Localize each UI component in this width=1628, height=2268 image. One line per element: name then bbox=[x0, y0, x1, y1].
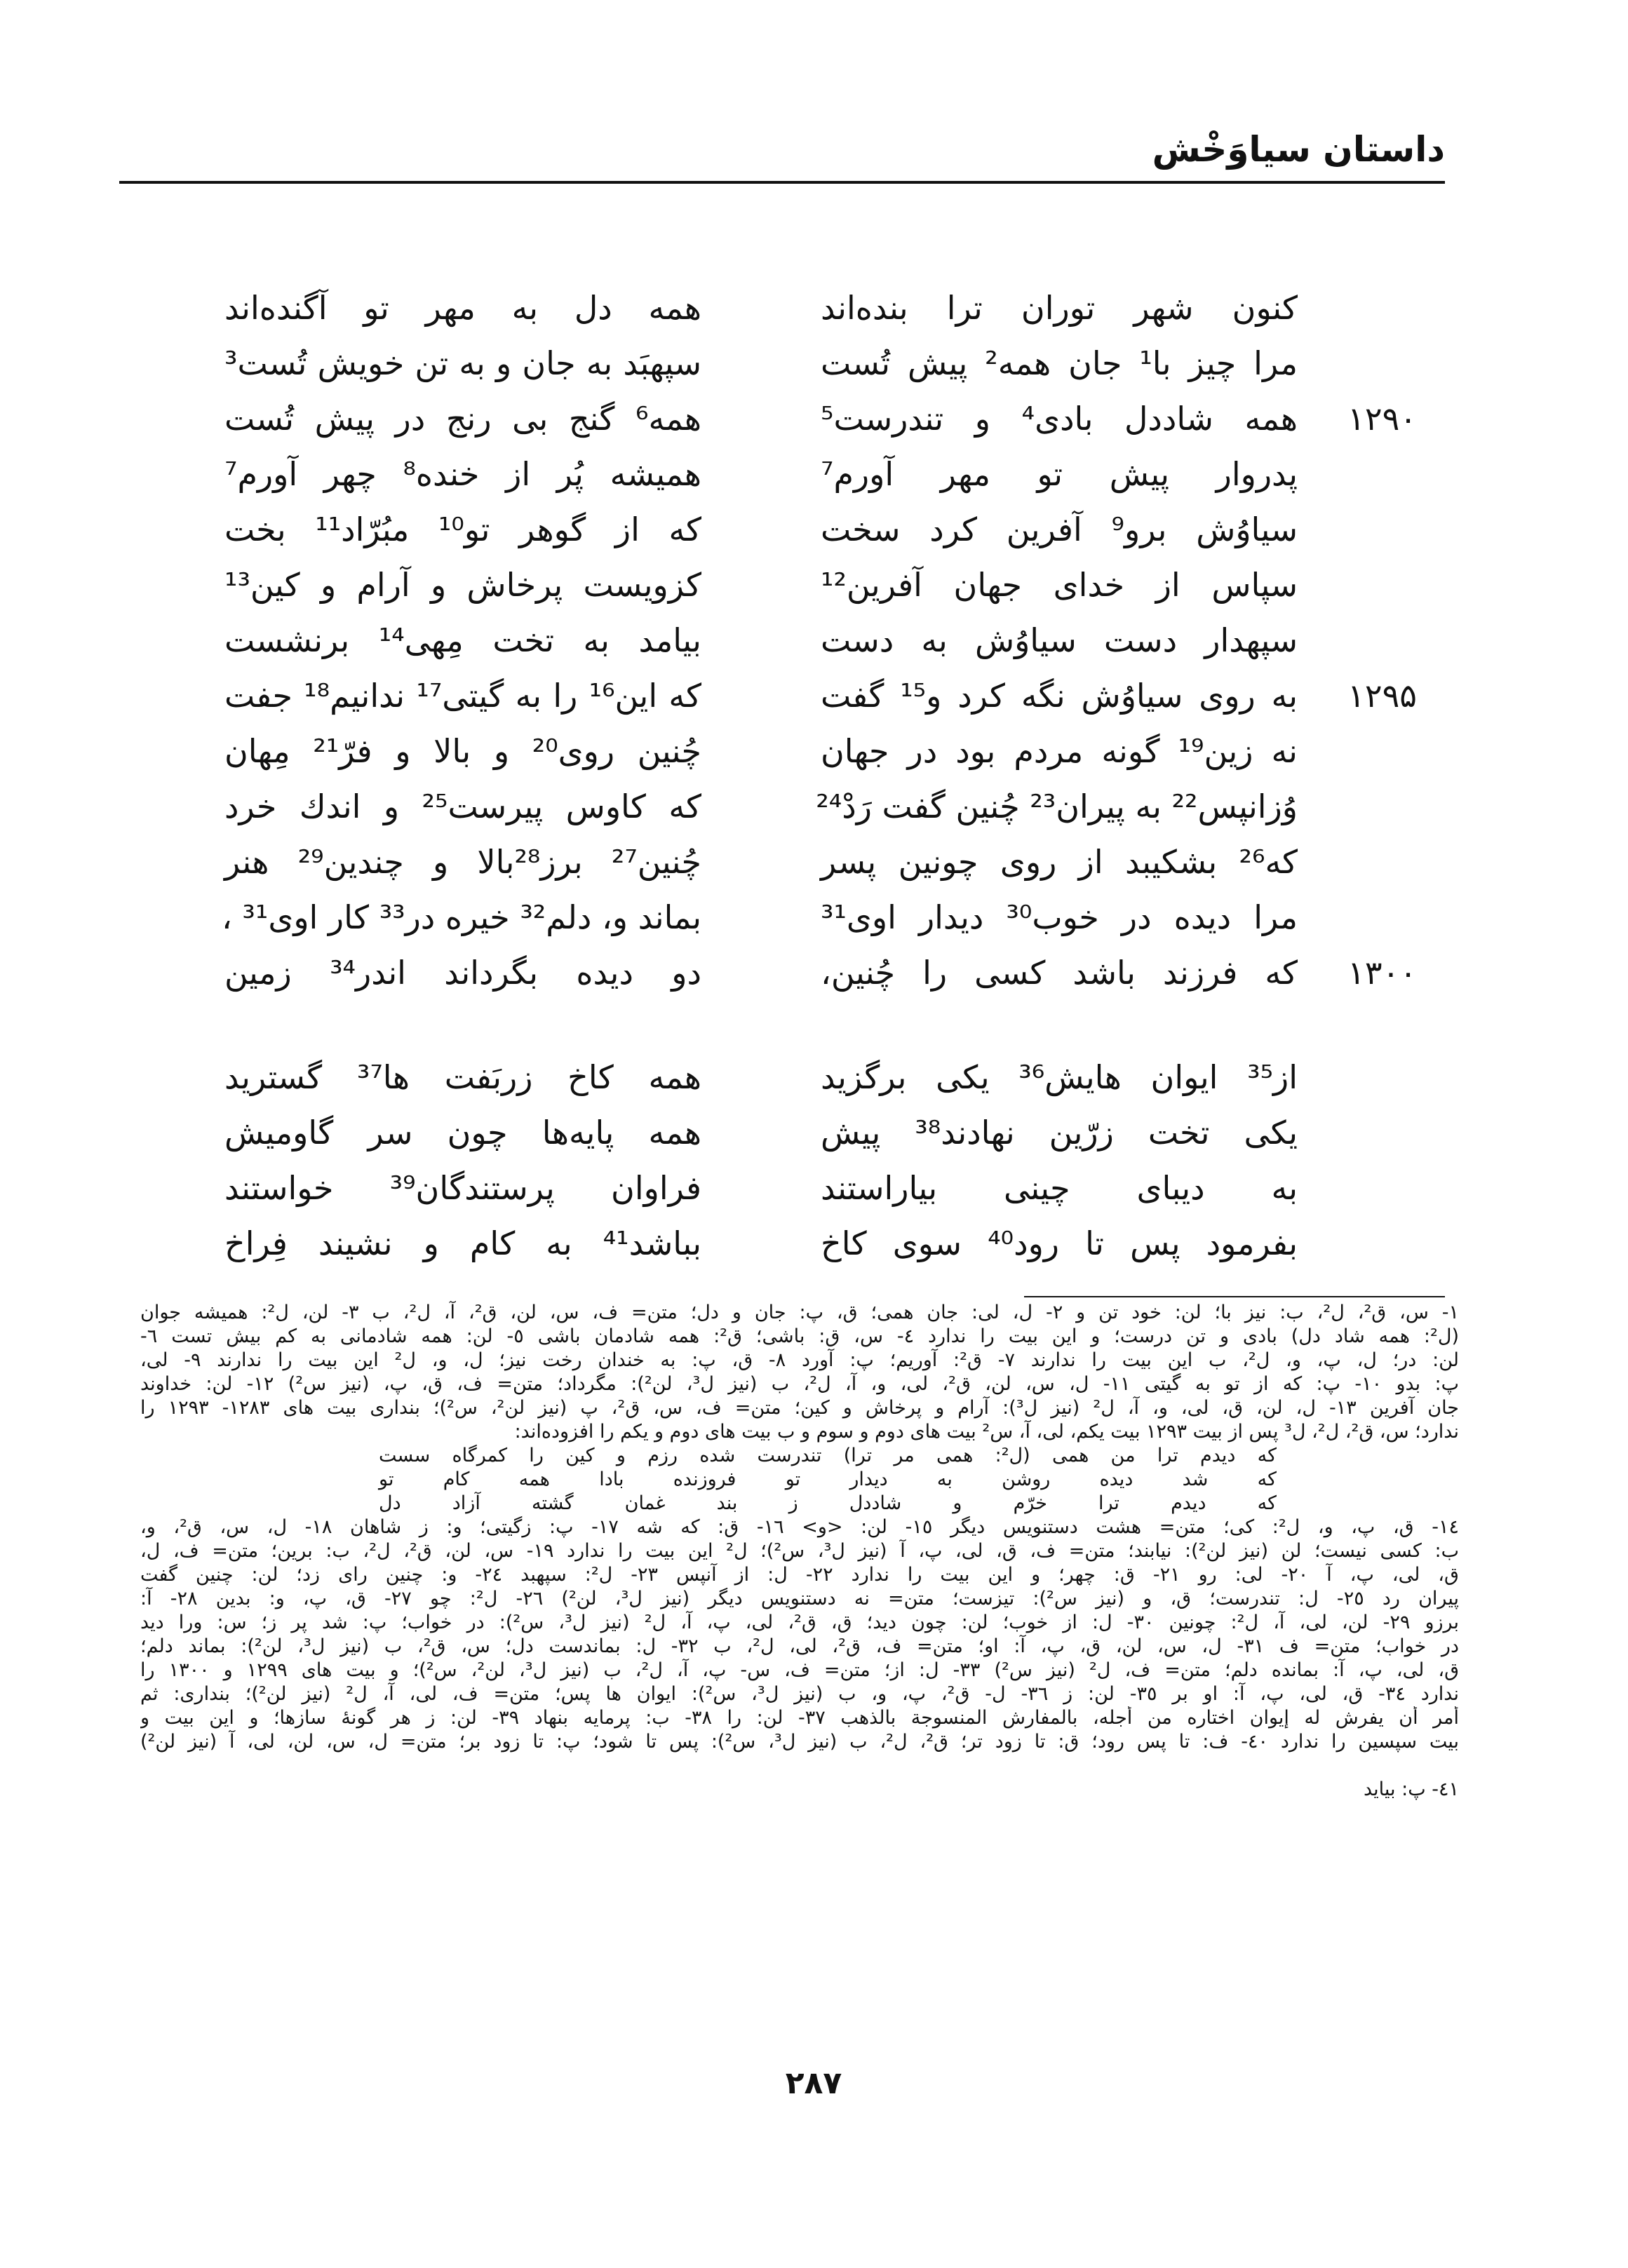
second-hemistich: همه دل به مهر تو آگنده‌اند bbox=[224, 289, 701, 327]
second-hemistich: بماند و، دلم³² خیره در³³ کار اوی³¹ ، bbox=[221, 898, 701, 936]
first-hemistich: از³⁵ ایوان هایش³⁶ یکی برگزید bbox=[821, 1058, 1298, 1096]
couplet bbox=[224, 835, 1417, 890]
footnote-line: (ل²: همه شاد دل) بادی و تن درست؛ و این بیت را ندارد ٤- س، ق: باشی؛ ق²: همه شادمان باشی ٥- لن: همه شادمانی به کم بیش تست ٦- bbox=[140, 1325, 1459, 1347]
header-title: داستان سیاوَخْش bbox=[1152, 129, 1445, 170]
footnote-separator bbox=[1024, 1296, 1445, 1297]
first-hemistich: مرا دیده در خوب³⁰ دیدار اوی³¹ bbox=[821, 898, 1298, 936]
added-verse: که دیدم ترا من همی (ل²: همی مر ترا) تندرست شده رزم و کین را کمرگاه سست bbox=[379, 1445, 1277, 1466]
verse-number: ۱۳۰۰ bbox=[1347, 954, 1417, 992]
verse-number: ۱۲۹۵ bbox=[1347, 677, 1417, 715]
couplet bbox=[224, 613, 1417, 668]
couplet bbox=[224, 668, 1417, 724]
second-hemistich: همه⁶ گنج بی رنج در پیش تُست bbox=[224, 400, 701, 438]
first-hemistich: پدروار پیش تو مهر آورم⁷ bbox=[821, 455, 1298, 493]
second-hemistich: که از گوهر تو¹⁰ مبُرّاد¹¹ بخت bbox=[224, 511, 701, 548]
running-header bbox=[119, 105, 1445, 186]
first-hemistich: سیاوُش برو⁹ آفرین کرد سخت bbox=[821, 511, 1298, 548]
verse-number: ۱۲۹۰ bbox=[1347, 400, 1417, 438]
first-hemistich: سپاس از خدای جهان آفرین¹² bbox=[821, 566, 1298, 604]
couplet bbox=[224, 558, 1417, 613]
couplet bbox=[224, 391, 1417, 447]
footnote-line: ۱- س، ق²، ل²، ب: نیز با؛ لن: خود تن و ۲- ل، لی: جان همی؛ ق، پ: جان و دل؛ متن= ف، س، لن، ق²، آ، ل²، ب ۳- لن، ل²: همیشه جوان bbox=[140, 1302, 1459, 1323]
second-hemistich: که این¹⁶ را به گیتی¹⁷ ندانیم¹⁸ جفت bbox=[224, 677, 701, 715]
second-hemistich: کزویست پرخاش و آرام و کین¹³ bbox=[224, 566, 701, 604]
first-hemistich: همه شاددل بادی⁴ و تندرست⁵ bbox=[821, 400, 1298, 438]
footnote-line: ق، لی، پ، آ: بمانده دلم؛ متن= ف، ل² (نیز س²) ٣٣- ل: از؛ متن= ف، س- پ، آ، ل²، ب (نیز ل³، لن²، س²)؛ و بیت های ۱۲۹۹ و ۱۳۰۰ را bbox=[140, 1659, 1459, 1681]
second-hemistich: همیشه پُر از خنده⁸ چهر آورم⁷ bbox=[224, 455, 701, 493]
couplet bbox=[224, 447, 1417, 502]
footnote-line: ب: کسی نیست؛ لن (نیز لن²): نیابند؛ متن= ف، ق، لی، پ، آ (نیز ل³، س²)؛ ل² این بیت را ندارد ١٩- س، لن، ق²، ل²، ب: برین؛ متن= ف، ل، bbox=[140, 1540, 1459, 1562]
second-hemistich: سپهبَد به جان و به تن خویش تُست³ bbox=[224, 344, 701, 382]
second-hemistich: چُنین روی²⁰ و بالا و فرّ²¹ مِهان bbox=[224, 732, 701, 770]
second-hemistich: فراوان پرستندگان³⁹ خواستند bbox=[224, 1169, 701, 1207]
added-verse: که شد دیده روشن به دیدار تو فروزنده بادا همه کام تو bbox=[379, 1469, 1277, 1490]
first-hemistich: به دیبای چینی بیاراستند bbox=[821, 1169, 1298, 1207]
second-hemistich: بیامد به تخت مِهی¹⁴ برنشست bbox=[224, 621, 701, 659]
first-hemistich: نه زین¹⁹ گونه مردم بود در جهان bbox=[821, 732, 1298, 770]
couplet bbox=[224, 502, 1417, 558]
footnote-line: در خواب؛ متن= ف ٣١- ل، س، لن، ق، پ، آ: او؛ متن= ف، ق²، لی، ل²، ب ٣٢- ل: بماندست دل؛ س، ق²، ب (نیز ل³، لن²): بماند دلم؛ bbox=[140, 1635, 1459, 1657]
footnote-line: پیران رد ٢٥- ل: تندرست؛ ق، و (نیز س²): تیزست؛ متن= نه دستنویس دیگر (نیز ل³، لن²) ٢٦- ل²: چو ٢٧- ق، پ، و: بدین ٢٨- آ: bbox=[140, 1588, 1459, 1609]
second-hemistich: دو دیده بگرداند اندر³⁴ زمین bbox=[224, 954, 702, 992]
first-hemistich: مرا چیز با¹ جان همه² پیش تُست bbox=[821, 344, 1298, 382]
couplet bbox=[224, 1216, 1417, 1271]
couplet bbox=[224, 1050, 1417, 1105]
couplet bbox=[224, 281, 1417, 336]
footnote-line: ٤١- پ: بیاید bbox=[1363, 1778, 1459, 1800]
section-break bbox=[224, 1001, 1417, 1050]
first-hemistich: کنون شهر توران ترا بنده‌اند bbox=[821, 289, 1298, 327]
second-hemistich: همه کاخ زربَفت ها³⁷ گسترید bbox=[224, 1058, 701, 1096]
couplet bbox=[224, 336, 1417, 391]
couplet bbox=[224, 945, 1417, 1001]
footnote-line: پ: بدو ۱۰- پ: که از تو به گیتی ۱۱- ل، س، لن، ق²، لی، و، آ، ل²، ب (نیز ل³، لن²): مگرداد؛ متن= ف، ق، پ، (نیز س²) ۱۲- لن: خداوند bbox=[140, 1373, 1459, 1395]
first-hemistich: سپهدار دست سیاوُش به دست bbox=[821, 621, 1298, 659]
first-hemistich: که²⁶ بشکیبد از روی چونین پسر bbox=[821, 843, 1298, 881]
footnotes bbox=[140, 1301, 1459, 1802]
first-hemistich: بفرمود پس تا رود⁴⁰ سوی کاخ bbox=[821, 1224, 1298, 1262]
added-verse: که دیدم ترا خرّم و شاددل ز بند غمان گشته آزاد دل bbox=[379, 1492, 1277, 1514]
footnote-line: بیت سپسین را ندارد ٤٠- ف: تا پس رود؛ ق: تا زود تر؛ ق²، ل²، ب (نیز ل³، س²): پس تا شود؛ پ: تا زود بر؛ متن= ل، س، لن، لی، آ (نیز لن²) bbox=[140, 1731, 1459, 1753]
first-hemistich: یکی تخت زرّین نهادند³⁸ پیش bbox=[821, 1114, 1298, 1152]
footnote-line bbox=[140, 1754, 1459, 1778]
couplet bbox=[224, 1105, 1417, 1161]
footnote-line: ندارد ٣٤- ق، لی، پ، آ: او بر ٣٥- لن: ز ٣٦- ل- ق²، پ، و، ب (نیز ل³، س²): ایوان ها پس؛ متن= ف، لی، آ، ل² (نیز لن²)؛ بنداری: ثم bbox=[140, 1683, 1459, 1705]
header-rule bbox=[119, 181, 1445, 184]
footnote-line: ندارد؛ س، ق²، ل²، ل³ پس از بیت ۱۲۹۳ بیت یکم، لی، آ، س² بیت های دوم و سوم و ب بیت های دوم و یکم را افزوده‌اند: bbox=[514, 1421, 1459, 1443]
footnote-line: أمر أن یفرش له إیوان اختاره من أجله، بالمفارش المنسوجة بالذهب ٣٧- لن: را ٣٨- ب: پرمایه بنهاد ٣٩- لن: ز هر گونهٔ سازها؛ و این بیت و bbox=[140, 1707, 1459, 1729]
couplet bbox=[224, 1161, 1417, 1216]
footnote-line: ق، لی، پ، آ ٢٠- لی: رو ٢١- ق: چهر؛ و این بیت را ندارد ٢٢- ل: از آنپس ٢٣- ل²: سپهبد ٢٤- و: چنین رای زد؛ لن: چنین گفت bbox=[140, 1564, 1459, 1586]
first-hemistich: وُزانپس²² به پیران²³ چُنین گفت رَدْ²⁴ bbox=[816, 788, 1298, 825]
couplet bbox=[224, 724, 1417, 779]
footnote-added-verses bbox=[140, 1444, 1459, 1516]
poem-block bbox=[221, 281, 1417, 1271]
first-hemistich: که فرزند باشد کسی را چُنین، bbox=[821, 954, 1298, 992]
couplet bbox=[221, 890, 1417, 945]
page-number: ۲۸۷ bbox=[785, 2065, 842, 2101]
first-hemistich: به روی سیاوُش نگه کرد و¹⁵ گفت bbox=[821, 677, 1298, 715]
second-hemistich: که کاوس پیرست²⁵ و اندك خرد bbox=[224, 788, 701, 825]
second-hemistich: همه پایه‌ها چون سر گاومیش bbox=[224, 1114, 701, 1152]
footnote-line: ١٤- ق، پ، و، ل²: کی؛ متن= هشت دستنویس دیگر ١٥- لن: <و> ١٦- ق: که شه ١٧- پ: زگیتی؛ و: ز شاهان ١٨- ل، س، ق²، و، bbox=[140, 1516, 1459, 1538]
footnote-line: لن: در؛ ل، پ، و، ل²، ب این بیت را ندارند ۷- ق²: آوریم؛ پ: آورد ۸- ق، پ: به خندان رخت نیز؛ ل، و، ل² این بیت را ندارند ۹- لی، bbox=[140, 1349, 1459, 1371]
footnote-line: برزو ٢٩- لن، لی، آ، ل²: چونین ٣٠- ل: از خوب؛ لن: چون دید؛ ق، ق²، لی، پ، آ، ل² (نیز ل³، س²): در خواب؛ پ: شد پر ز؛ س: ورا دید bbox=[140, 1612, 1459, 1633]
footnote-line: جان آفرین ۱۳- ل، لن، ق، لی، و، آ، ل² (نیز ل³): آرام و پرخاش و کین؛ متن= ف، س، ق²، پ (نیز لن²، س²)؛ بنداری بیت های ۱۲۸۳- ۱۲۹۳ را bbox=[140, 1397, 1459, 1419]
second-hemistich: چُنین²⁷ برز²⁸بالا و چندین²⁹ هنر bbox=[224, 843, 701, 881]
couplet bbox=[224, 779, 1417, 835]
second-hemistich: بباشد⁴¹ به کام و نشیند فِراخ bbox=[224, 1224, 701, 1262]
